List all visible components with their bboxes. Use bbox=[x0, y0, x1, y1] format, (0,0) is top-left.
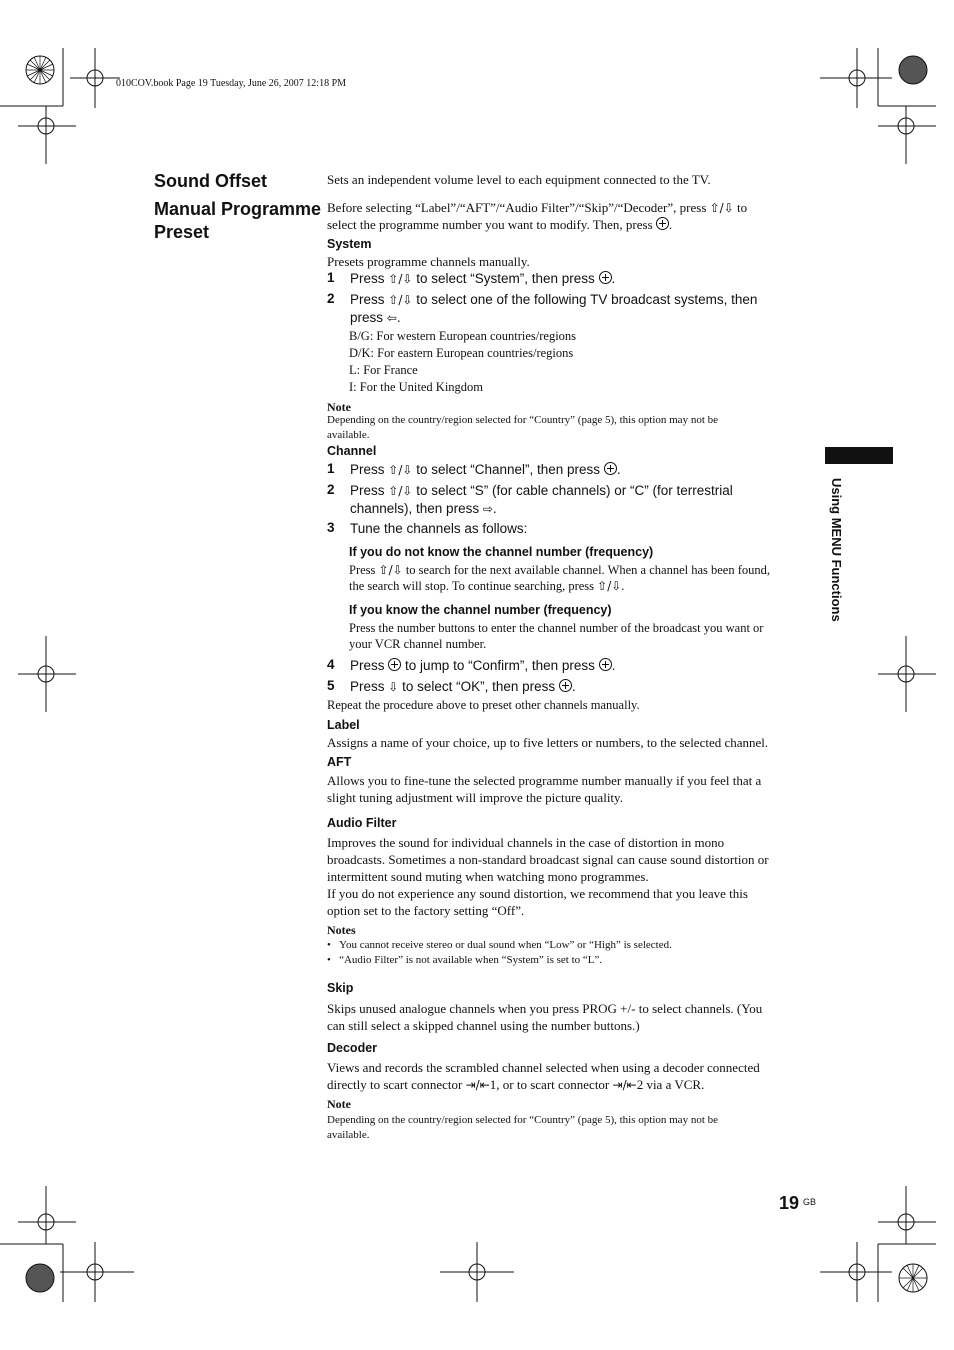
heading-manual-preset-line2: Preset bbox=[154, 222, 210, 242]
side-tab-text: Using MENU Functions bbox=[829, 478, 844, 622]
note-item: • “Audio Filter” is not available when “System” is set to “L”. bbox=[327, 954, 603, 966]
label-title: Label bbox=[327, 718, 360, 732]
up-down-arrows-icon: ⇧/⇩ bbox=[378, 563, 403, 577]
decoder-text bbox=[327, 1059, 811, 1094]
enter-button-icon bbox=[559, 679, 572, 692]
note-line: available. bbox=[327, 429, 370, 441]
enter-button-icon bbox=[656, 217, 669, 230]
text: the search will stop. To continue searching, press bbox=[349, 579, 595, 593]
aft-text bbox=[327, 772, 811, 806]
decoder-note-title: Note bbox=[327, 1097, 351, 1111]
right-arrow-icon: ⇨ bbox=[482, 502, 493, 516]
heading-manual-preset bbox=[154, 198, 321, 244]
enter-button-icon bbox=[599, 271, 612, 284]
symbol: / bbox=[622, 1078, 627, 1092]
step-text: to select “S” (for cable channels) or “C” (for terrestrial bbox=[416, 483, 733, 498]
text: 1, or to scart connector bbox=[489, 1077, 610, 1092]
system-option: B/G: For western European countries/regions bbox=[349, 329, 577, 343]
down-arrow-icon: ⇩ bbox=[388, 680, 399, 694]
known-freq-title: If you know the channel number (frequency) bbox=[349, 603, 612, 617]
channel-step3: Tune the channels as follows: bbox=[350, 521, 528, 536]
step-number: 3 bbox=[327, 520, 335, 535]
intro-line2: select the programme number you want to modify. Then, press . bbox=[327, 217, 673, 232]
side-tab-label bbox=[822, 478, 852, 658]
intro-b: to bbox=[737, 200, 748, 215]
step-number: 2 bbox=[327, 291, 335, 306]
system-step2: Press ⇧/⇩ to select one of the following TV broadcast systems, then press ⇦. bbox=[350, 292, 758, 325]
step-text: to select “Channel”, then press bbox=[416, 462, 601, 477]
known-freq-text bbox=[349, 620, 811, 652]
text: Allows you to fine-tune the selected programme number manually if you feel that a bbox=[327, 773, 762, 788]
step-text: Press bbox=[350, 658, 385, 673]
label-text: Assigns a name of your choice, up to five letters or numbers, to the selected channel. bbox=[327, 735, 769, 750]
step-text: to jump to “Confirm”, then press bbox=[405, 658, 595, 673]
enter-button-icon bbox=[388, 658, 401, 671]
audio-filter-text bbox=[327, 834, 811, 919]
print-info: 010COV.book Page 19 Tuesday, June 26, 2007 12:18 PM bbox=[116, 78, 347, 89]
sound-offset-text: Sets an independent volume level to each equipment connected to the TV. bbox=[327, 172, 711, 187]
audio-filter-title: Audio Filter bbox=[327, 816, 397, 830]
text: Views and records the scrambled channel selected when using a decoder connected bbox=[327, 1060, 760, 1075]
intro-line1 bbox=[327, 199, 811, 217]
system-option: I: For the United Kingdom bbox=[349, 380, 484, 394]
note-text: You cannot receive stereo or dual sound when “Low” or “High” is selected. bbox=[339, 939, 672, 951]
intro-c: select the programme number you want to modify. Then, press bbox=[327, 217, 653, 232]
decoder-title: Decoder bbox=[327, 1041, 378, 1055]
text: Improves the sound for individual channels in the case of distortion in mono bbox=[327, 835, 725, 850]
aft-title: AFT bbox=[327, 755, 352, 769]
text: intermittent sound muting when watching mono programmes. bbox=[327, 869, 649, 884]
scart-connector-icon: ⇥/⇤ bbox=[465, 1078, 490, 1092]
page-number: 19 bbox=[779, 1193, 800, 1213]
intro-a: Before selecting “Label”/“AFT”/“Audio Filter”/“Skip”/“Decoder”, press bbox=[327, 200, 707, 215]
note-item: • You cannot receive stereo or dual sound when “Low” or “High” is selected. bbox=[327, 939, 672, 951]
text: Skips unused analogue channels when you press PROG +/- to select channels. (You bbox=[327, 1001, 763, 1016]
step-text: Press bbox=[350, 679, 385, 694]
up-down-arrows-icon: ⇧/⇩ bbox=[388, 293, 413, 307]
system-option: D/K: For eastern European countries/regions bbox=[349, 346, 574, 360]
unknown-freq-title: If you do not know the channel number (frequency) bbox=[349, 545, 654, 559]
step-text: to select “System”, then press bbox=[416, 271, 595, 286]
enter-button-icon bbox=[604, 462, 617, 475]
note-text: “Audio Filter” is not available when “System” is set to “L”. bbox=[339, 954, 603, 966]
step-text: Press bbox=[350, 271, 385, 286]
text: directly to scart connector bbox=[327, 1077, 463, 1092]
step-text: channels), then press bbox=[350, 501, 480, 516]
step-number: 5 bbox=[327, 678, 335, 693]
note-line: Depending on the country/region selected for “Country” (page 5), this option may not be bbox=[327, 414, 719, 426]
channel-repeat: Repeat the procedure above to preset other channels manually. bbox=[327, 698, 640, 712]
step-text: Press bbox=[350, 462, 385, 477]
system-option: L: For France bbox=[349, 363, 418, 377]
text: to search for the next available channel. When a channel has been found, bbox=[405, 563, 771, 577]
up-down-arrows-icon: ⇧/⇩ bbox=[388, 484, 413, 498]
up-down-arrows-icon: ⇧/⇩ bbox=[388, 463, 413, 477]
step-text: Press bbox=[350, 483, 385, 498]
up-down-arrows-icon: ⇧/⇩ bbox=[388, 272, 413, 286]
text: broadcasts. Sometimes a non-standard broadcast signal can cause sound distortion or bbox=[327, 852, 769, 867]
text: option set to the factory setting “Off”. bbox=[327, 903, 525, 918]
text: Press bbox=[349, 563, 376, 577]
channel-step4: Press to jump to “Confirm”, then press . bbox=[350, 658, 616, 673]
text: slight tuning adjustment will improve the picture quality. bbox=[327, 790, 623, 805]
channel-step1: Press ⇧/⇩ to select “Channel”, then press . bbox=[350, 462, 621, 477]
skip-title: Skip bbox=[327, 981, 354, 995]
system-note-title: Note bbox=[327, 400, 351, 414]
symbol: / bbox=[475, 1078, 480, 1092]
left-arrow-icon: ⇦ bbox=[386, 311, 397, 325]
step-number: 1 bbox=[327, 270, 335, 285]
text: 2 via a VCR. bbox=[636, 1077, 705, 1092]
decoder-note bbox=[327, 1113, 811, 1143]
system-title: System bbox=[327, 237, 372, 251]
decoder-line2 bbox=[327, 1076, 811, 1094]
step-number: 1 bbox=[327, 461, 335, 476]
system-step1: Press ⇧/⇩ to select “System”, then press . bbox=[350, 271, 616, 286]
channel-step2: Press ⇧/⇩ to select “S” (for cable channels) or “C” (for terrestrial channels), then press ⇨. bbox=[350, 483, 733, 516]
enter-button-icon bbox=[599, 658, 612, 671]
text: can still select a skipped channel using the number buttons.) bbox=[327, 1018, 640, 1033]
note-line: Depending on the country/region selected for “Country” (page 5), this option may not be bbox=[327, 1114, 719, 1126]
skip-text bbox=[327, 1000, 811, 1034]
up-down-arrows-icon: ⇧/⇩ bbox=[709, 201, 734, 215]
system-options bbox=[349, 328, 811, 396]
text: If you do not experience any sound distortion, we recommend that you leave this bbox=[327, 886, 748, 901]
channel-step5: Press ⇩ to select “OK”, then press . bbox=[350, 679, 576, 694]
system-note bbox=[327, 413, 811, 443]
unknown-freq-text: Press ⇧/⇩ to search for the next available channel. When a channel has been found, the search will stop. To continue searching, press ⇧/⇩. bbox=[349, 563, 771, 593]
step-text: to select one of the following TV broadcast systems, then bbox=[416, 292, 758, 307]
audio-filter-notes bbox=[327, 938, 811, 968]
heading-sound-offset: Sound Offset bbox=[154, 171, 267, 191]
system-desc: Presets programme channels manually. bbox=[327, 254, 530, 269]
step-text: press bbox=[350, 310, 384, 325]
text: your VCR channel number. bbox=[349, 637, 487, 651]
heading-manual-preset-line1: Manual Programme bbox=[154, 199, 322, 219]
step-number: 4 bbox=[327, 657, 335, 672]
note-line: available. bbox=[327, 1129, 370, 1141]
scart-connector-icon: ⇥/⇤ bbox=[612, 1078, 637, 1092]
section-tab-marker bbox=[825, 447, 893, 464]
text: Press the number buttons to enter the channel number of the broadcast you want or bbox=[349, 621, 764, 635]
up-down-arrows-icon: ⇧/⇩ bbox=[597, 579, 622, 593]
step-number: 2 bbox=[327, 482, 335, 497]
audio-filter-notes-title: Notes bbox=[327, 923, 356, 937]
step-text: to select “OK”, then press bbox=[402, 679, 556, 694]
step-text: Press bbox=[350, 292, 385, 307]
page-suffix: GB bbox=[803, 1197, 817, 1207]
channel-title: Channel bbox=[327, 444, 377, 458]
